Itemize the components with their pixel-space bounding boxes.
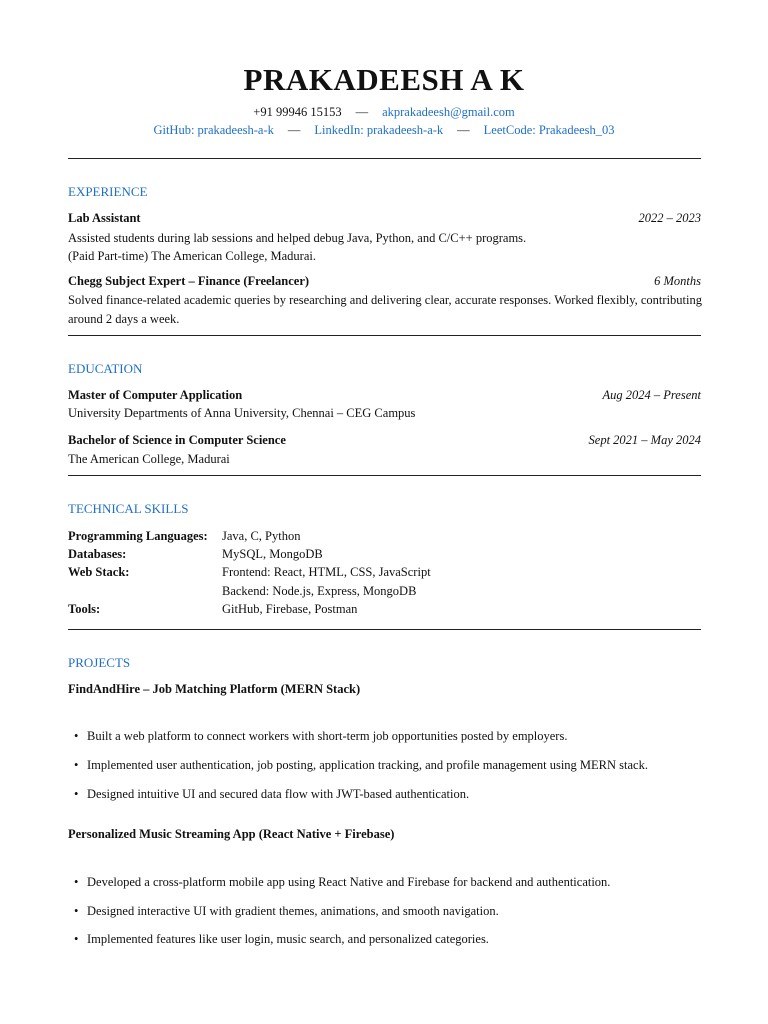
bullet-glyph: • [74, 875, 79, 889]
project-name: Personalized Music Streaming App (React Native + Firebase) [68, 827, 395, 841]
experience-date: 6 Months [654, 274, 701, 288]
section-title-education: EDUCATION [68, 361, 143, 376]
education-date: Aug 2024 – Present [602, 388, 701, 402]
education-institution: The American College, Madurai [68, 452, 230, 466]
skill-label: Tools: [68, 602, 101, 616]
experience-role: Chegg Subject Expert – Finance (Freelancer) [68, 274, 310, 288]
bullet-glyph: • [74, 904, 79, 918]
divider [68, 335, 701, 336]
skill-value: MySQL, MongoDB [222, 547, 323, 561]
skill-label: Web Stack: [68, 565, 130, 579]
project-bullet: Designed intuitive UI and secured data flow with JWT-based authentication. [87, 787, 470, 801]
linkedin-link[interactable]: LinkedIn: prakadeesh-a-k [314, 123, 444, 137]
education-institution: University Departments of Anna University, Chennai – CEG Campus [68, 406, 416, 420]
experience-role: Lab Assistant [68, 211, 141, 225]
project-name: FindAndHire – Job Matching Platform (MERN Stack) [68, 682, 361, 696]
skill-value: Frontend: React, HTML, CSS, JavaScript [222, 565, 431, 579]
separator: — [287, 123, 301, 137]
github-link[interactable]: GitHub: prakadeesh-a-k [153, 123, 274, 137]
experience-description: (Paid Part-time) The American College, Madurai. [68, 249, 316, 263]
bullet-glyph: • [74, 932, 79, 946]
phone-number: +91 99946 15153 [253, 105, 342, 119]
email-link[interactable]: akprakadeesh@gmail.com [382, 105, 515, 119]
section-title-projects: PROJECTS [68, 655, 131, 670]
section-title-skills: TECHNICAL SKILLS [68, 501, 189, 516]
section-title-experience: EXPERIENCE [68, 184, 148, 199]
project-bullet: Implemented features like user login, music search, and personalized categories. [87, 932, 489, 946]
education-degree: Bachelor of Science in Computer Science [68, 433, 286, 447]
contact-line-1 [0, 104, 768, 121]
skill-value: Backend: Node.js, Express, MongoDB [222, 584, 417, 598]
divider [68, 629, 701, 630]
project-bullet: Implemented user authentication, job posting, application tracking, and profile management using MERN stack. [87, 758, 648, 772]
contact-line-2 [0, 122, 768, 139]
experience-description: Assisted students during lab sessions and helped debug Java, Python, and C/C++ programs. [68, 231, 527, 245]
experience-date: 2022 – 2023 [638, 211, 701, 225]
skill-value: Java, C, Python [222, 529, 301, 543]
separator: — [355, 105, 369, 119]
separator: — [457, 123, 470, 137]
resume-name: PRAKADEESH A K [243, 62, 525, 97]
skill-label: Programming Languages: [68, 529, 208, 543]
experience-description: Solved finance-related academic queries by researching and delivering clear, accurate responses. Worked flexibly, contributing [68, 293, 702, 307]
divider [68, 475, 701, 476]
divider [68, 158, 701, 159]
leetcode-link[interactable]: LeetCode: Prakadeesh_03 [483, 123, 615, 137]
project-bullet: Developed a cross-platform mobile app using React Native and Firebase for backend and authentication. [87, 875, 611, 889]
education-date: Sept 2021 – May 2024 [588, 433, 701, 447]
project-bullet: Designed interactive UI with gradient themes, animations, and smooth navigation. [87, 904, 499, 918]
bullet-glyph: • [74, 758, 79, 772]
bullet-glyph: • [74, 729, 79, 743]
skill-label: Databases: [68, 547, 127, 561]
skill-value: GitHub, Firebase, Postman [222, 602, 358, 616]
project-bullet: Built a web platform to connect workers with short-term job opportunities posted by employers. [87, 729, 568, 743]
bullet-glyph: • [74, 787, 79, 801]
education-degree: Master of Computer Application [68, 388, 243, 402]
experience-description: around 2 days a week. [68, 312, 180, 326]
